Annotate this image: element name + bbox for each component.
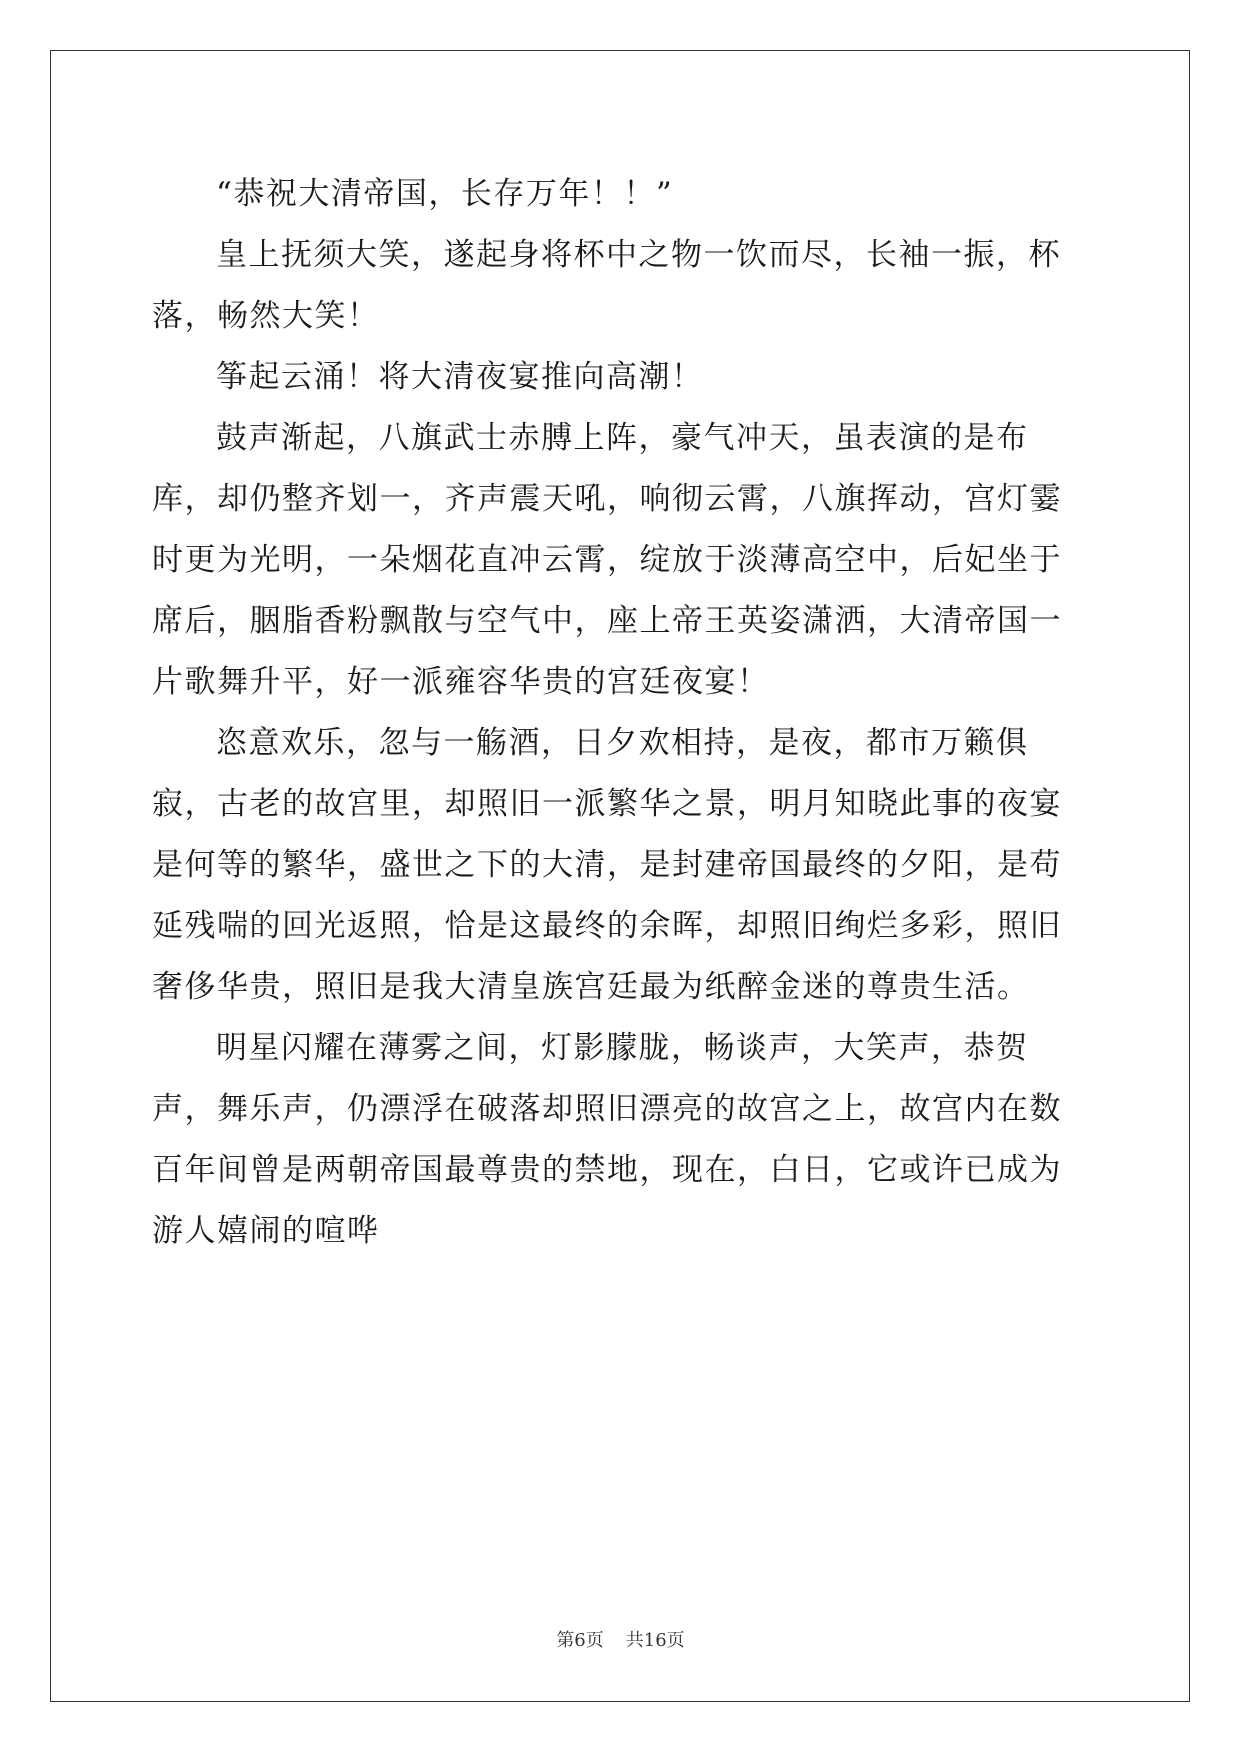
paragraph: 皇上抚须大笑，遂起身将杯中之物一饮而尽，长袖一振，杯落，畅然大笑！: [152, 237, 1061, 334]
paragraph: 明星闪耀在薄雾之间，灯影朦胧，畅谈声，大笑声，恭贺声，舞乐声，仍漂浮在破落却照旧漂亮的故宫之上，故宫内在数百年间曾是两朝帝国最尊贵的禁地，现在，白日，它或许已成为游人嬉闹的喧哗: [152, 1030, 1062, 1249]
paragraph: 筝起云涌！将大清夜宴推向高潮！: [216, 359, 704, 395]
paragraph: 恣意欢乐，忽与一觞酒，日夕欢相持，是夜，都市万籁俱寂，古老的故宫里，却照旧一派繁华之景，明月知晓此事的夜宴是何等的繁华，盛世之下的大清，是封建帝国最终的夕阳，是苟延残喘的回光返照，恰是这最终的余晖，却照旧绚烂多彩，照旧奢侈华贵，照旧是我大清皇族宫廷最为纸醉金迷的尊贵生活。: [152, 725, 1062, 1005]
page-footer: [0, 1626, 1241, 1652]
paragraph: “恭祝大清帝国，长存万年！！”: [216, 176, 674, 212]
document-body: [152, 164, 1092, 1262]
page-number-total: 共16页: [625, 1630, 685, 1651]
page-number-current: 第6页: [556, 1630, 604, 1651]
paragraph: 鼓声渐起，八旗武士赤膊上阵，豪气冲天，虽表演的是布库，却仍整齐划一，齐声震天吼，响彻云霄，八旗挥动，宫灯霎时更为光明，一朵烟花直冲云霄，绽放于淡薄高空中，后妃坐于席后，胭脂香粉飘散与空气中，座上帝王英姿潇洒，大清帝国一片歌舞升平，好一派雍容华贵的宫廷夜宴！: [152, 420, 1062, 700]
